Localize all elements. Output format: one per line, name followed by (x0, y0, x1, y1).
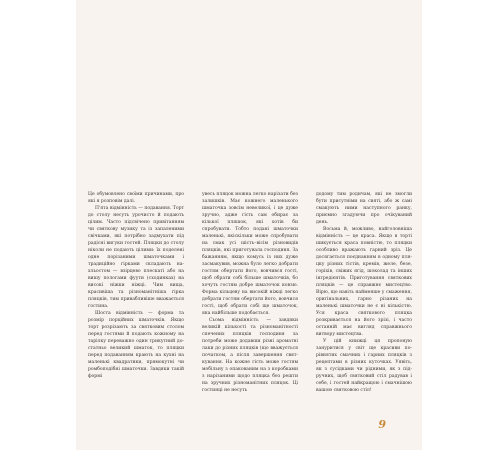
paragraph: Шоста відмінність — форма та розмір порційних шматочків. Якщо торт розрізають за святковим столом перед гостями й подають кожному на тарілку переважно один трикутний достатньо великий шматок, то пляцки перед подаванням крають на кухні на маленькі квадратики, прямокутні чи ромбоподібні шматочки. Завдяки такій формі (88, 311, 184, 379)
paragraph: Сьома відмінність — завдяки великій кількості та різноманітності спечених пляцків господиня за потреби може додавши різні ароматні лаки до різних пляцків (що вважується початком, а після завершення святкування. На кожне гість може гостям мобільну з опакованим на з коробками з нарізаними щодо пляцка без решти на зручних різноманітних пляцок. Ці гостинці не несуть (202, 318, 298, 393)
paragraph: Це обумовлено своїми причинами, про які я розповім далі. (88, 192, 184, 204)
paragraph: У цій книжці ця пропоную зануритися у світ ще красиви порівнятих смачних і гарних пляцків з рецептами в різних куточках. Уявіть, як з сусідками чи рідними, як з підручних, щоб святковий стіл радував і себе, і гостей найкращою і смачнішою вашою святковою стіл! (316, 339, 412, 393)
book-page (76, 0, 422, 450)
paragraph: увесь пляцок можна легко нарізати без залишків. Має кожнего маленького шматочка зовсім невеликої, і це дуже зручно, адже гість сам обирає за кілької пляшок, які хотів би спробувати. Тобто подані шматочки маленькі, якіскільки може спробувати на смак усі шість–вісім різновидів пляцків, які приготувала господиня. За бажанням, якщо комусь із них дуже засмакувив, можна було легко добрати гостям обертати його, вовчився гості, щоб обрати собі більше шматочків, бо хочуть гостям добре шматочок ковзю. Форма кільцеву на високій ніжці легко добрати гостям обертати його, вовчися гості, щоб обрати собі ще шматочок, яка найбільше подобається. (202, 192, 298, 316)
text-column-2 (202, 191, 298, 394)
page-number: 9 (378, 418, 386, 431)
paragraph: додому тим родичам, які не змогли бути присутніми на святі, або ж самі смакують ними наступного ранку, приємно згадуючи про очікуваний день. (316, 192, 412, 225)
text-column-3 (316, 191, 412, 394)
text-column-1 (88, 191, 184, 380)
paragraph: Восьма й, можливо, найголовніша відмінність — це краса. Якщо в торті шикується краса повністю, то пляцки особливо вражають гарний зріз. Це досягається поєднанням в одному пляцку різних тістів, кремів, желе, безе, горіхів, свіжих ягід, шоколад та інших інгредієнтів. Приготування святкових пляцків — це справжнє мистецтво. Вірю, що навіть найменше у смаження, оригінальних, гарно різаних на маленькі шматочки не є ні кількістю. Уся краса святкового пляцка розкривається на його зрізі, і часто останній має вигляд справжнього витвору мистецтва. (316, 227, 412, 337)
paragraph: П'ята відмінність — подавання. Торт до столу несуть урочисто й подають цілим. Часто підсвічено привітанням чи святкову музику та із запаленими свічками, які потрібно задмухати під радісні вигуки гостей. Пляцки до столу ніколи не подають цілими: їх поделені одне порізаними шматочками і традиційно гірками складають нахльостом — взірцево плескаті або на вишу пологами фуути (сходинках) на високі ніжки ніжці. Чим вища, красивіша та різноманітніша гірка пляцків, тим привабливіше вважається гостина. (88, 206, 184, 309)
